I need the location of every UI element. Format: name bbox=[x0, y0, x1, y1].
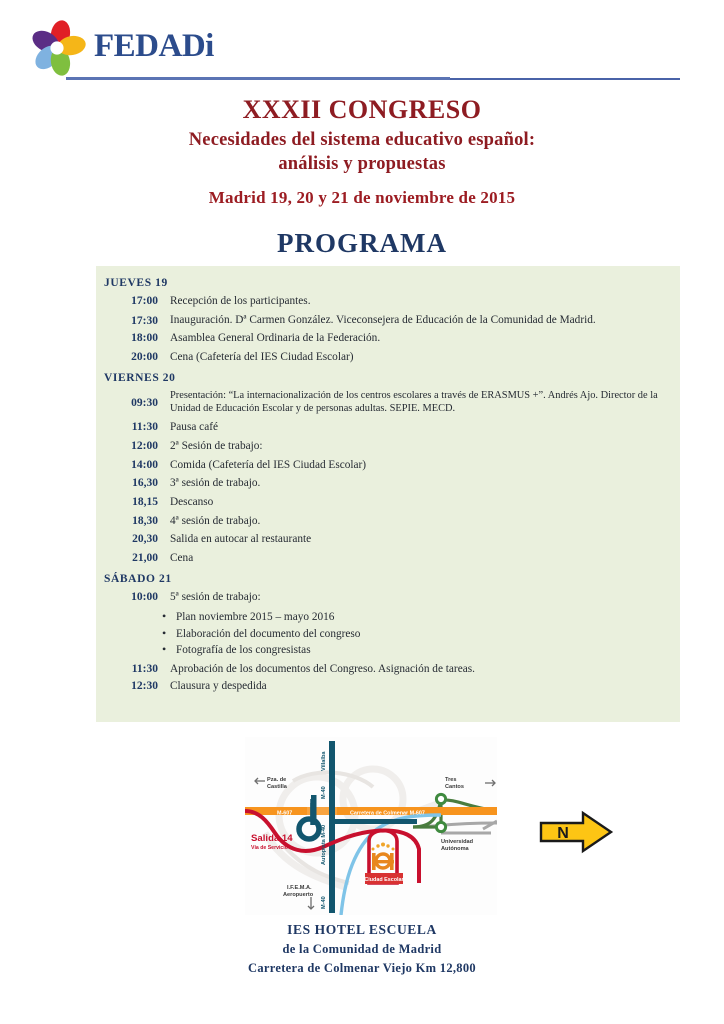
congress-title: XXXII CONGRESO bbox=[242, 95, 482, 124]
list-item: • Fotografía de los congresistas bbox=[162, 642, 680, 658]
venue-address-block bbox=[0, 920, 724, 978]
schedule-description: Clausura y despedida bbox=[170, 680, 267, 692]
page-header bbox=[0, 0, 724, 88]
svg-text:I.F.E.M.A.: I.F.E.M.A. bbox=[287, 885, 312, 891]
venue-region: de la Comunidad de Madrid bbox=[282, 942, 442, 957]
svg-text:Cantos: Cantos bbox=[445, 784, 464, 790]
svg-text:Pza. de: Pza. de bbox=[267, 777, 287, 783]
day-heading-thursday: JUEVES 19 bbox=[104, 277, 168, 289]
schedule-description: 3ª sesión de trabajo. bbox=[170, 477, 261, 490]
svg-text:Autónoma: Autónoma bbox=[441, 846, 469, 852]
svg-text:Autopista M-40: Autopista M-40 bbox=[321, 824, 327, 865]
schedule-time: 14:00 bbox=[131, 458, 158, 471]
schedule-row bbox=[96, 530, 680, 549]
schedule-time: 17:00 bbox=[131, 295, 158, 307]
schedule-time: 18:00 bbox=[131, 332, 158, 345]
program-schedule-panel bbox=[96, 266, 680, 722]
schedule-description: Cena (Cafetería del IES Ciudad Escolar) bbox=[170, 351, 354, 364]
schedule-description: 5ª sesión de trabajo: bbox=[170, 590, 261, 603]
svg-text:Tres: Tres bbox=[445, 777, 457, 783]
schedule-time: 20:00 bbox=[131, 351, 158, 364]
schedule-description: Pausa café bbox=[170, 421, 218, 434]
header-rule-secondary bbox=[450, 78, 680, 80]
svg-text:Ciudad Escolar: Ciudad Escolar bbox=[364, 877, 404, 883]
schedule-row bbox=[96, 549, 680, 568]
svg-text:Castilla: Castilla bbox=[267, 784, 287, 790]
schedule-row bbox=[96, 678, 680, 695]
congress-dates: Madrid 19, 20 y 21 de noviembre de 2015 bbox=[208, 188, 516, 207]
schedule-row bbox=[96, 512, 680, 531]
schedule-time: 10:00 bbox=[131, 590, 158, 603]
schedule-row bbox=[96, 661, 680, 678]
schedule-description: Descanso bbox=[170, 495, 214, 508]
congress-title-block bbox=[0, 95, 724, 176]
saturday-session-bullets bbox=[96, 609, 680, 658]
svg-text:M-40: M-40 bbox=[321, 896, 327, 909]
schedule-description: Cena bbox=[170, 551, 194, 564]
schedule-time: 17:30 bbox=[131, 314, 158, 327]
svg-text:Villalba: Villalba bbox=[321, 751, 327, 771]
day-heading-saturday: SÁBADO 21 bbox=[104, 572, 172, 585]
schedule-time: 12:30 bbox=[131, 680, 158, 692]
programa-heading: PROGRAMA bbox=[277, 228, 447, 258]
svg-text:Carretera de Colmenar M-607: Carretera de Colmenar M-607 bbox=[350, 810, 425, 817]
svg-text:Salida 14: Salida 14 bbox=[251, 833, 293, 844]
schedule-row bbox=[96, 493, 680, 512]
schedule-time: 09:30 bbox=[131, 396, 158, 409]
north-arrow-label: N bbox=[557, 825, 569, 842]
map-graphic bbox=[245, 737, 497, 915]
schedule-description: Salida en autocar al restaurante bbox=[170, 533, 312, 546]
schedule-time: 20,30 bbox=[132, 533, 158, 546]
schedule-row bbox=[96, 437, 680, 456]
header-rule-primary bbox=[66, 77, 450, 80]
schedule-description: Comida (Cafetería del IES Ciudad Escolar) bbox=[170, 458, 367, 471]
schedule-time: 18,15 bbox=[132, 495, 158, 508]
schedule-time: 16,30 bbox=[132, 477, 158, 490]
schedule-description: 4ª sesión de trabajo. bbox=[170, 514, 261, 527]
schedule-row bbox=[96, 292, 680, 311]
day-heading-friday: VIERNES 20 bbox=[104, 371, 176, 384]
schedule-description: Presentación: “La internacionalización de los centros escolares a través de ERASMUS +”. Andrés Ajo. Director de la Unidad de Educación Escolar y de personas adultas. SEPIE. MECD. bbox=[170, 389, 658, 415]
schedule-description: Inauguración. Dª Carmen González. Viceconsejera de Educación de la Comunidad de Madrid. bbox=[170, 313, 596, 326]
schedule-description: Asamblea General Ordinaria de la Federación. bbox=[170, 332, 381, 345]
schedule-row bbox=[96, 418, 680, 437]
venue-location-map bbox=[245, 737, 497, 915]
svg-text:Aeropuerto: Aeropuerto bbox=[283, 892, 314, 898]
congress-subtitle-line2: análisis y propuestas bbox=[278, 153, 446, 174]
svg-text:M-40: M-40 bbox=[321, 786, 327, 799]
venue-name: IES HOTEL ESCUELA bbox=[287, 922, 437, 937]
schedule-description: 2ª Sesión de trabajo: bbox=[170, 439, 263, 452]
venue-street: Carretera de Colmenar Viejo Km 12,800 bbox=[248, 961, 476, 975]
schedule-description: Recepción de los participantes. bbox=[170, 295, 311, 307]
schedule-time: 18,30 bbox=[132, 514, 158, 527]
schedule-time: 11:30 bbox=[131, 663, 158, 676]
fedadi-flower-logo-icon bbox=[30, 20, 86, 76]
schedule-row bbox=[96, 474, 680, 493]
schedule-row bbox=[96, 387, 680, 418]
congress-subtitle-line1: Necesidades del sistema educativo español: bbox=[188, 129, 536, 150]
schedule-row bbox=[96, 311, 680, 330]
list-item: • Plan noviembre 2015 – mayo 2016 bbox=[162, 609, 680, 625]
schedule-time: 12:00 bbox=[131, 439, 158, 452]
schedule-row bbox=[96, 329, 680, 348]
schedule-row bbox=[96, 588, 680, 607]
fedadi-wordmark: FEDADi bbox=[94, 28, 214, 64]
schedule-time: 11:30 bbox=[131, 421, 158, 434]
schedule-time: 21,00 bbox=[132, 551, 158, 564]
schedule-row bbox=[96, 456, 680, 475]
list-item: • Elaboración del documento del congreso bbox=[162, 626, 680, 642]
svg-text:Vía de Servicio: Vía de Servicio bbox=[251, 845, 288, 851]
svg-text:Universidad: Universidad bbox=[441, 839, 474, 845]
schedule-row bbox=[96, 348, 680, 367]
north-arrow-icon bbox=[537, 810, 615, 854]
svg-text:M-607: M-607 bbox=[277, 810, 293, 817]
schedule-description: Aprobación de los documentos del Congreso. Asignación de tareas. bbox=[170, 663, 475, 676]
